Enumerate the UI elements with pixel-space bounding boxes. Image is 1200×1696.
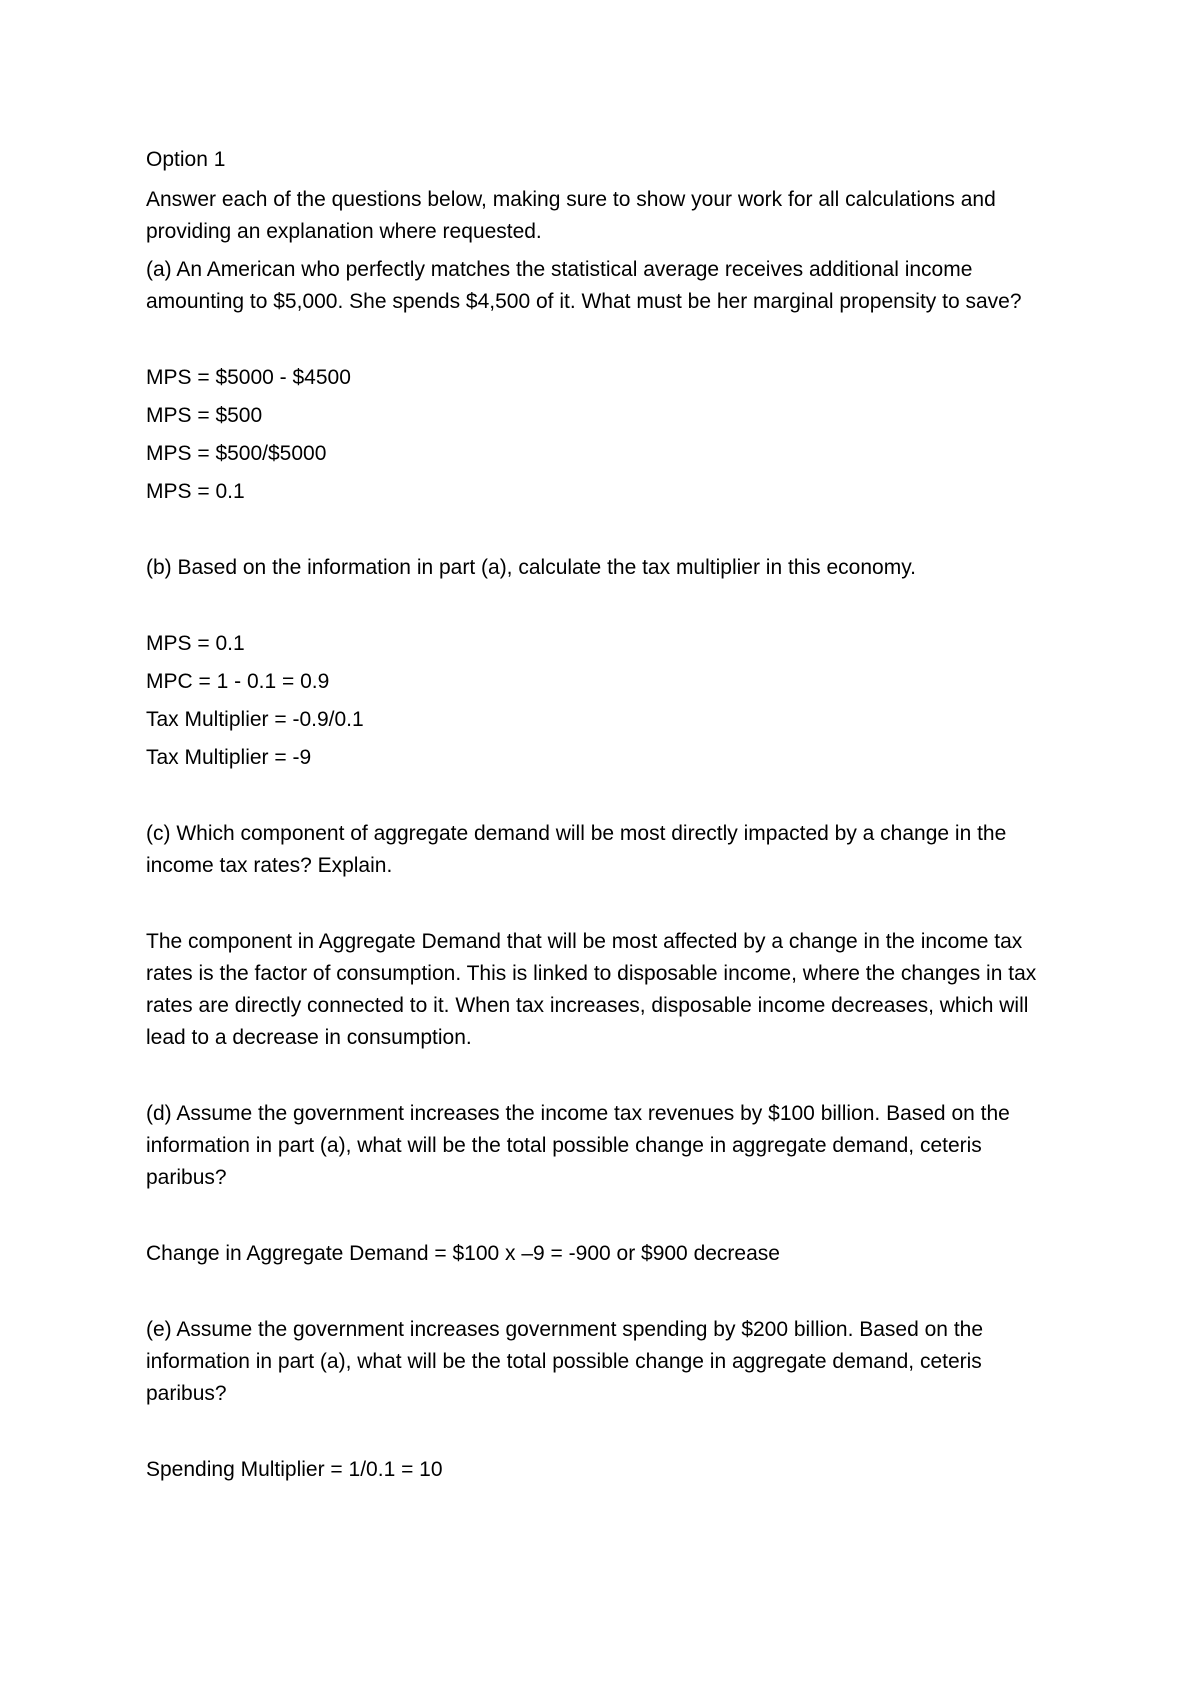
document-title: Option 1 [146, 148, 226, 171]
work-line: MPC = 1 - 0.1 = 0.9 [146, 670, 330, 693]
work-line: Tax Multiplier = -9 [146, 746, 312, 769]
answer-c: The component in Aggregate Demand that will be most affected by a change in the income tax rates is the factor of consumption. This is linked to disposable income, where the changes in tax rates are directly connected to it. When tax increases, disposable income decreases, which will lead to a decrease in consumption. [146, 930, 1037, 1049]
instructions: Answer each of the questions below, making sure to show your work for all calculations and providing an explanation where requested. [146, 188, 996, 243]
work-line: MPS = $500/$5000 [146, 442, 327, 465]
work-line: MPS = $5000 - $4500 [146, 366, 351, 389]
work-line: MPS = $500 [146, 404, 263, 427]
question-a: (a) An American who perfectly matches the statistical average receives additional income amounting to $5,000. She spends $4,500 of it. What must be her marginal propensity to save? [146, 258, 1022, 313]
question-b: (b) Based on the information in part (a), calculate the tax multiplier in this economy. [146, 556, 916, 579]
work-line: MPS = 0.1 [146, 480, 245, 503]
work-b [146, 628, 1066, 774]
question-d: (d) Assume the government increases the income tax revenues by $100 billion. Based on the information in part (a), what will be the total possible change in aggregate demand, ceteris paribus? [146, 1102, 1010, 1189]
answer-d: Change in Aggregate Demand = $100 x –9 = -900 or $900 decrease [146, 1242, 780, 1265]
work-a [146, 362, 1066, 508]
question-e: (e) Assume the government increases government spending by $200 billion. Based on the information in part (a), what will be the total possible change in aggregate demand, ceteris paribus? [146, 1318, 984, 1405]
question-c: (c) Which component of aggregate demand will be most directly impacted by a change in the income tax rates? Explain. [146, 822, 1007, 877]
work-line: Tax Multiplier = -0.9/0.1 [146, 708, 364, 731]
document-page [146, 144, 1066, 1486]
answer-e: Spending Multiplier = 1/0.1 = 10 [146, 1458, 443, 1481]
work-line: MPS = 0.1 [146, 632, 245, 655]
